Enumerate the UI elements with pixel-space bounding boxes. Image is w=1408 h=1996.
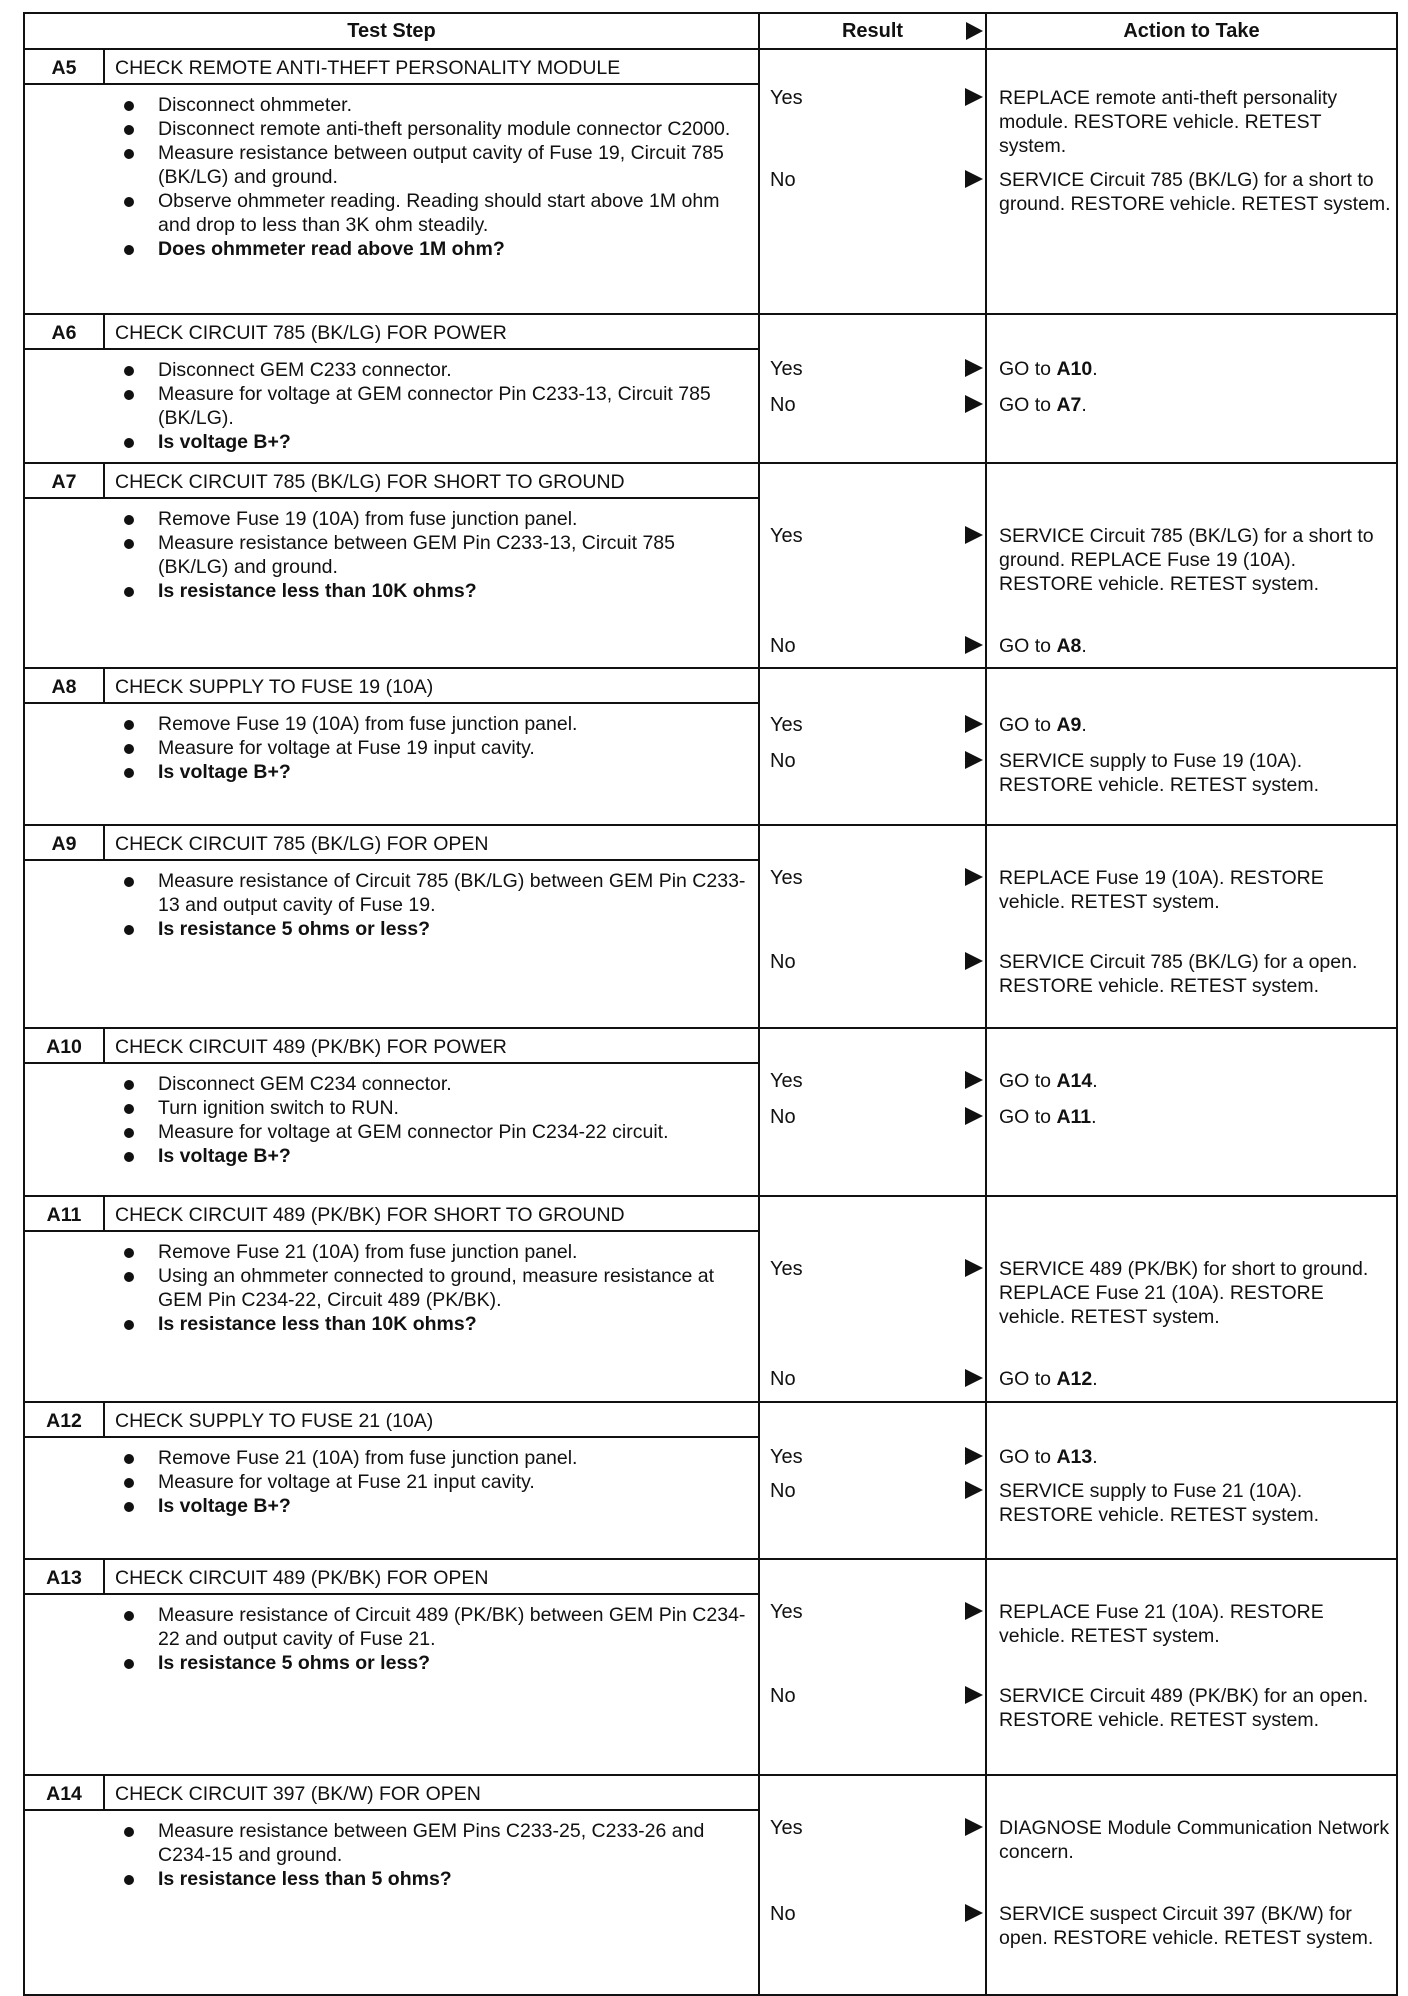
step-question: Is resistance 5 ohms or less? [120, 917, 750, 941]
arrow-right-icon [965, 88, 983, 106]
test-step-cell [24, 1028, 759, 1196]
step-bullet: Remove Fuse 21 (10A) from fuse junction panel. [120, 1446, 750, 1470]
step-bullet: Measure resistance between GEM Pins C233-25, C233-26 and C234-15 and ground. [120, 1819, 750, 1867]
action-cell [986, 825, 1397, 1028]
action-cell [986, 1028, 1397, 1196]
action-step-ref: A7 [1056, 394, 1082, 416]
test-step-row [24, 825, 1397, 1028]
step-title: CHECK CIRCUIT 785 (BK/LG) FOR POWER [115, 322, 507, 344]
step-heading [25, 464, 758, 499]
step-title: CHECK SUPPLY TO FUSE 19 (10A) [115, 676, 434, 698]
result-label: Yes [770, 525, 803, 547]
arrow-right-icon [965, 1904, 983, 1922]
step-id: A11 [25, 1197, 105, 1230]
action-text: REPLACE Fuse 19 (10A). RESTORE vehicle. RETEST system. [999, 867, 1324, 913]
result-cell [759, 1028, 986, 1196]
test-step-cell [24, 1196, 759, 1402]
action-prefix: GO to [999, 358, 1057, 380]
step-question: Is voltage B+? [120, 1494, 750, 1518]
step-bullet-list [120, 1064, 758, 1176]
test-step-row [24, 1402, 1397, 1559]
action-cell [986, 1402, 1397, 1559]
result-label: No [770, 951, 796, 973]
action-text [999, 1445, 1392, 1469]
step-bullet: Remove Fuse 19 (10A) from fuse junction panel. [120, 507, 750, 531]
action-text: SERVICE supply to Fuse 19 (10A). RESTORE vehicle. RETEST system. [999, 750, 1320, 796]
test-step-row [24, 1028, 1397, 1196]
step-bullet: Disconnect GEM C234 connector. [120, 1072, 750, 1096]
action-text [999, 634, 1392, 658]
action-text [999, 393, 1392, 417]
result-label: No [770, 1106, 796, 1128]
step-heading [25, 50, 758, 85]
result-label: No [770, 750, 796, 772]
action-text: SERVICE Circuit 785 (BK/LG) for a open. RESTORE vehicle. RETEST system. [999, 951, 1358, 997]
result-label: Yes [770, 867, 803, 889]
action-cell [986, 463, 1397, 668]
action-step-ref: A10 [1056, 358, 1093, 380]
step-question: Is resistance 5 ohms or less? [120, 1651, 750, 1675]
step-heading [25, 1776, 758, 1811]
step-question: Is resistance less than 10K ohms? [120, 1312, 750, 1336]
action-suffix: . [1081, 394, 1087, 416]
result-label: Yes [770, 358, 803, 380]
test-step-row [24, 1559, 1397, 1775]
action-text: DIAGNOSE Module Communication Network concern. [999, 1817, 1390, 1863]
step-bullet: Observe ohmmeter reading. Reading should start above 1M ohm and drop to less than 3K ohm steadily. [120, 189, 750, 237]
step-bullet-list [120, 499, 758, 611]
action-prefix: GO to [999, 394, 1057, 416]
arrow-right-icon [965, 868, 983, 886]
step-title: CHECK REMOTE ANTI-THEFT PERSONALITY MODULE [115, 57, 621, 79]
arrow-right-icon [965, 715, 983, 733]
result-header [759, 13, 986, 49]
step-heading [25, 1560, 758, 1595]
step-title: CHECK CIRCUIT 785 (BK/LG) FOR SHORT TO GROUND [115, 471, 625, 493]
step-title: CHECK CIRCUIT 489 (PK/BK) FOR SHORT TO GROUND [115, 1204, 625, 1226]
step-title: CHECK SUPPLY TO FUSE 21 (10A) [115, 1410, 434, 1432]
arrow-right-icon [965, 1602, 983, 1620]
action-cell [986, 49, 1397, 314]
action-text: SERVICE suspect Circuit 397 (BK/W) for open. RESTORE vehicle. RETEST system. [999, 1903, 1374, 1949]
result-label: Yes [770, 1446, 803, 1468]
action-prefix: GO to [999, 1368, 1057, 1390]
step-bullet-list [120, 350, 758, 462]
test-step-cell [24, 314, 759, 463]
action-suffix: . [1092, 358, 1098, 380]
result-cell [759, 314, 986, 463]
step-heading [25, 826, 758, 861]
arrow-right-icon [965, 526, 983, 544]
arrow-right-icon [965, 1481, 983, 1499]
action-text [999, 1069, 1392, 1093]
step-question: Does ohmmeter read above 1M ohm? [120, 237, 750, 261]
step-title: CHECK CIRCUIT 489 (PK/BK) FOR POWER [115, 1036, 507, 1058]
action-step-ref: A8 [1056, 635, 1082, 657]
action-step-ref: A14 [1056, 1070, 1093, 1092]
result-label: Yes [770, 1817, 803, 1839]
step-title: CHECK CIRCUIT 397 (BK/W) FOR OPEN [115, 1783, 481, 1805]
result-label: No [770, 169, 796, 191]
result-cell [759, 825, 986, 1028]
action-suffix: . [1092, 1446, 1098, 1468]
action-suffix: . [1092, 1070, 1098, 1092]
step-bullet: Remove Fuse 21 (10A) from fuse junction panel. [120, 1240, 750, 1264]
step-bullet-list [120, 1232, 758, 1344]
step-id: A13 [25, 1560, 105, 1593]
step-bullet: Disconnect remote anti-theft personality module connector C2000. [120, 117, 750, 141]
action-text [999, 1105, 1392, 1129]
step-bullet: Measure resistance between output cavity of Fuse 19, Circuit 785 (BK/LG) and ground. [120, 141, 750, 189]
result-label: No [770, 1903, 796, 1925]
step-question: Is voltage B+? [120, 430, 750, 454]
step-title: CHECK CIRCUIT 489 (PK/BK) FOR OPEN [115, 1567, 489, 1589]
test-step-cell [24, 1559, 759, 1775]
header-row [24, 13, 1397, 49]
action-text: REPLACE remote anti-theft personality module. RESTORE vehicle. RETEST system. [999, 87, 1338, 157]
action-prefix: GO to [999, 1070, 1057, 1092]
result-cell [759, 1775, 986, 1995]
action-cell [986, 1559, 1397, 1775]
step-heading [25, 1403, 758, 1438]
result-label: Yes [770, 1070, 803, 1092]
arrow-right-icon [965, 395, 983, 413]
action-cell [986, 1775, 1397, 1995]
step-id: A6 [25, 315, 105, 348]
arrow-right-icon [965, 952, 983, 970]
action-step-ref: A12 [1056, 1368, 1093, 1390]
result-cell [759, 49, 986, 314]
action-prefix: GO to [999, 1106, 1057, 1128]
result-cell [759, 668, 986, 825]
action-text: SERVICE Circuit 489 (PK/BK) for an open. RESTORE vehicle. RETEST system. [999, 1685, 1369, 1731]
step-id: A8 [25, 669, 105, 702]
arrow-right-icon [965, 1071, 983, 1089]
action-text: SERVICE 489 (PK/BK) for short to ground. REPLACE Fuse 21 (10A). RESTORE vehicle. RETEST system. [999, 1258, 1369, 1328]
result-label: Yes [770, 1258, 803, 1280]
action-text [999, 357, 1392, 381]
step-question: Is voltage B+? [120, 1144, 750, 1168]
action-text: SERVICE supply to Fuse 21 (10A). RESTORE vehicle. RETEST system. [999, 1480, 1320, 1526]
result-cell [759, 1196, 986, 1402]
step-bullet: Turn ignition switch to RUN. [120, 1096, 750, 1120]
arrow-right-icon [965, 1818, 983, 1836]
step-question: Is resistance less than 5 ohms? [120, 1867, 750, 1891]
step-title: CHECK CIRCUIT 785 (BK/LG) FOR OPEN [115, 833, 489, 855]
action-text: REPLACE Fuse 21 (10A). RESTORE vehicle. RETEST system. [999, 1601, 1324, 1647]
step-id: A7 [25, 464, 105, 497]
action-cell [986, 314, 1397, 463]
test-step-row [24, 1196, 1397, 1402]
action-prefix: GO to [999, 714, 1057, 736]
arrow-right-icon [965, 1107, 983, 1125]
action-text: SERVICE Circuit 785 (BK/LG) for a short to ground. REPLACE Fuse 19 (10A). RESTORE vehicle. RETEST system. [999, 525, 1374, 595]
step-heading [25, 669, 758, 704]
arrow-right-icon [966, 22, 983, 40]
action-header: Action to Take [986, 13, 1397, 49]
test-step-cell [24, 825, 759, 1028]
arrow-right-icon [965, 1686, 983, 1704]
action-suffix: . [1081, 635, 1087, 657]
step-bullet-list [120, 85, 758, 269]
test-step-row [24, 49, 1397, 314]
step-id: A14 [25, 1776, 105, 1809]
test-step-row [24, 1775, 1397, 1995]
step-id: A9 [25, 826, 105, 859]
arrow-right-icon [965, 170, 983, 188]
result-label: No [770, 635, 796, 657]
step-id: A10 [25, 1029, 105, 1062]
result-label: Yes [770, 87, 803, 109]
test-step-row [24, 463, 1397, 668]
step-id: A5 [25, 50, 105, 83]
step-question: Is voltage B+? [120, 760, 750, 784]
result-label: No [770, 1368, 796, 1390]
test-step-cell [24, 49, 759, 314]
action-text [999, 713, 1392, 737]
step-question: Is resistance less than 10K ohms? [120, 579, 750, 603]
step-bullet: Measure for voltage at Fuse 19 input cavity. [120, 736, 750, 760]
test-step-cell [24, 1775, 759, 1995]
step-heading [25, 1029, 758, 1064]
action-suffix: . [1091, 1106, 1097, 1128]
step-bullet: Disconnect GEM C233 connector. [120, 358, 750, 382]
test-step-cell [24, 668, 759, 825]
test-step-row [24, 314, 1397, 463]
arrow-right-icon [965, 1369, 983, 1387]
action-text [999, 1367, 1392, 1391]
step-bullet-list [120, 861, 758, 949]
action-step-ref: A9 [1056, 714, 1082, 736]
result-cell [759, 463, 986, 668]
result-cell [759, 1402, 986, 1559]
action-suffix: . [1092, 1368, 1098, 1390]
step-bullet: Measure for voltage at GEM connector Pin C234-22 circuit. [120, 1120, 750, 1144]
action-text: SERVICE Circuit 785 (BK/LG) for a short to ground. RESTORE vehicle. RETEST system. [999, 169, 1391, 215]
step-bullet: Measure for voltage at Fuse 21 input cavity. [120, 1470, 750, 1494]
step-bullet: Measure for voltage at GEM connector Pin C233-13, Circuit 785 (BK/LG). [120, 382, 750, 430]
step-bullet: Using an ohmmeter connected to ground, measure resistance at GEM Pin C234-22, Circuit 489 (PK/BK). [120, 1264, 750, 1312]
step-bullet: Remove Fuse 19 (10A) from fuse junction panel. [120, 712, 750, 736]
result-header-label: Result [841, 20, 904, 42]
step-bullet: Measure resistance of Circuit 489 (PK/BK) between GEM Pin C234-22 and output cavity of Fuse 21. [120, 1603, 750, 1651]
action-cell [986, 668, 1397, 825]
result-label: Yes [770, 1601, 803, 1623]
arrow-right-icon [965, 751, 983, 769]
step-bullet-list [120, 704, 758, 792]
action-prefix: GO to [999, 1446, 1057, 1468]
step-heading [25, 315, 758, 350]
arrow-right-icon [965, 1447, 983, 1465]
test-step-header: Test Step [24, 13, 759, 49]
arrow-right-icon [965, 359, 983, 377]
arrow-right-icon [965, 1259, 983, 1277]
arrow-right-icon [965, 636, 983, 654]
step-heading [25, 1197, 758, 1232]
result-cell [759, 1559, 986, 1775]
step-bullet-list [120, 1438, 758, 1526]
action-prefix: GO to [999, 635, 1057, 657]
step-bullet: Measure resistance between GEM Pin C233-13, Circuit 785 (BK/LG) and ground. [120, 531, 750, 579]
step-bullet-list [120, 1811, 758, 1899]
test-step-cell [24, 463, 759, 668]
pinpoint-test-table [23, 12, 1398, 1996]
result-label: Yes [770, 714, 803, 736]
result-label: No [770, 394, 796, 416]
test-step-cell [24, 1402, 759, 1559]
step-bullet: Disconnect ohmmeter. [120, 93, 750, 117]
action-step-ref: A13 [1056, 1446, 1093, 1468]
action-suffix: . [1081, 714, 1087, 736]
action-cell [986, 1196, 1397, 1402]
step-id: A12 [25, 1403, 105, 1436]
step-bullet-list [120, 1595, 758, 1683]
action-step-ref: A11 [1056, 1106, 1092, 1128]
result-label: No [770, 1480, 796, 1502]
step-bullet: Measure resistance of Circuit 785 (BK/LG) between GEM Pin C233-13 and output cavity of Fuse 19. [120, 869, 750, 917]
test-step-row [24, 668, 1397, 825]
result-label: No [770, 1685, 796, 1707]
